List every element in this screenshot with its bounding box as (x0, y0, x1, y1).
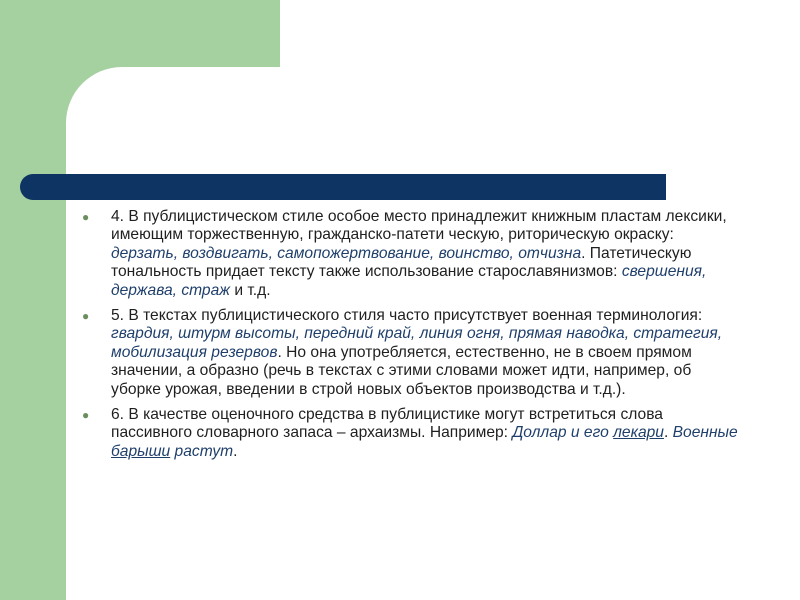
item-text: и т.д. (230, 281, 271, 299)
item-example-underlined: барыши (111, 442, 171, 460)
item-example: гвардия, штурм высоты, передний край, линия огня, прямая наводка, стратегия, мобилизация резервов (111, 325, 723, 361)
bullet-icon: ● (82, 309, 90, 324)
item-example: свершения, держава, страж (111, 263, 707, 299)
item-text: 4. В публицистическом стиле особое место принадлежит книжным пластам лексики, имеющим торжественную, гражданско-патети ческую, риторическую окраску: (111, 208, 727, 244)
item-text: . Патетическую тональность придает тексту также использование старославянизмов: (111, 244, 692, 281)
bullet-icon: ● (82, 210, 90, 224)
item-text: . (663, 424, 673, 442)
item-text: . Но она употребляется, естественно, не в своем прямом значении, а образно (речь в текстах с этими словами может идти, например, об уборке урожая, введении в строй новых объектов производства и т.д.). (111, 343, 692, 398)
item-example: дерзать, воздвигать, самопожертвование, воинство, отчизна (111, 244, 582, 262)
list-item (82, 208, 744, 300)
item-example: Военные (672, 424, 738, 442)
list-item (82, 406, 744, 461)
bullet-icon: ● (82, 408, 90, 423)
item-text: . (233, 442, 238, 460)
item-text: 6. В качестве оценочного средства в публицистике могут встретиться слова пассивного словарного запаса – архаизмы. Например: (111, 406, 663, 442)
list-item (82, 307, 744, 399)
item-example-underlined: лекари (613, 424, 664, 442)
title-bar (20, 174, 666, 200)
bullet-list (82, 208, 744, 468)
item-example: растут (170, 442, 234, 460)
item-example: Доллар и его (512, 424, 614, 442)
item-text: 5. В текстах публицистического стиля часто присутствует военная терминология: (111, 307, 703, 325)
